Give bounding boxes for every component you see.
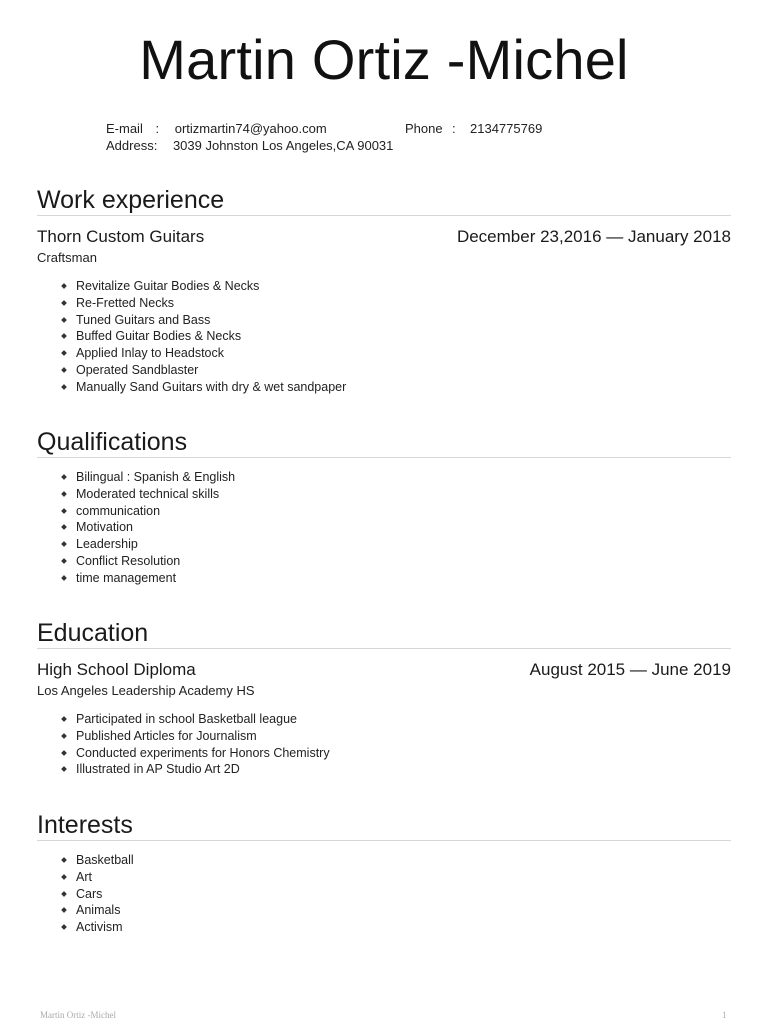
degree-name: High School Diploma (37, 660, 196, 679)
list-item: time management (60, 570, 235, 587)
list-item: Illustrated in AP Studio Art 2D (60, 761, 330, 778)
bullet-icon (61, 733, 67, 739)
list-item: Manually Sand Guitars with dry & wet sandpaper (60, 379, 346, 396)
email-label: E-mail (106, 121, 143, 136)
list-item: Applied Inlay to Headstock (60, 345, 346, 362)
bullet-icon (61, 891, 67, 897)
bullet-icon (61, 767, 67, 773)
list-item: Activism (60, 919, 134, 936)
bullet-icon (61, 908, 67, 914)
interests-list (60, 852, 134, 936)
address-label: Address: (106, 138, 158, 153)
work-duties-list (60, 278, 346, 396)
footer-page-number: 1 (722, 1010, 727, 1020)
bullet-icon (61, 857, 67, 863)
list-item: Bilingual : Spanish & English (60, 469, 235, 486)
bullet-icon (61, 716, 67, 722)
bullet-icon (61, 874, 67, 880)
contact-row-email-phone (106, 120, 543, 137)
list-item: Participated in school Basketball league (60, 711, 330, 728)
contact-block (106, 120, 543, 154)
bullet-icon (61, 525, 67, 531)
footer-name: Martin Ortiz -Michel (40, 1010, 116, 1020)
bullet-icon (61, 575, 67, 581)
work-entry-header (37, 227, 731, 247)
list-item: Cars (60, 886, 134, 903)
list-item: Re-Fretted Necks (60, 295, 346, 312)
list-item: Buffed Guitar Bodies & Necks (60, 328, 346, 345)
list-item: Moderated technical skills (60, 486, 235, 503)
education-dates: August 2015 — June 2019 (529, 660, 731, 679)
phone-label: Phone (405, 121, 443, 136)
list-item: Revitalize Guitar Bodies & Necks (60, 278, 346, 295)
bullet-icon (61, 384, 67, 390)
list-item: Tuned Guitars and Bass (60, 312, 346, 329)
bullet-icon (61, 300, 67, 306)
list-item: Motivation (60, 519, 235, 536)
list-item: Basketball (60, 852, 134, 869)
employer-name: Thorn Custom Guitars (37, 227, 205, 246)
list-item: Published Articles for Journalism (60, 728, 330, 745)
email-separator: : (155, 121, 160, 136)
phone-value: 2134775769 (470, 121, 543, 136)
education-heading: Education (37, 618, 731, 649)
bullet-icon (61, 491, 67, 497)
candidate-name: Martin Ortiz -Michel (139, 28, 629, 91)
work-dates: December 23,2016 — January 2018 (456, 227, 731, 246)
contact-row-address (106, 137, 393, 154)
education-activities-list (60, 711, 330, 778)
interests-heading: Interests (37, 810, 731, 841)
bullet-icon (61, 558, 67, 564)
phone-separator: : (452, 121, 456, 136)
list-item: Conflict Resolution (60, 553, 235, 570)
bullet-icon (61, 334, 67, 340)
bullet-icon (61, 317, 67, 323)
list-item: Art (60, 869, 134, 886)
work-experience-heading: Work experience (37, 185, 731, 216)
bullet-icon (61, 474, 67, 480)
bullet-icon (61, 283, 67, 289)
school-name: Los Angeles Leadership Academy HS (37, 683, 255, 698)
list-item: communication (60, 503, 235, 520)
list-item: Conducted experiments for Honors Chemistry (60, 745, 330, 762)
bullet-icon (61, 508, 67, 514)
job-role: Craftsman (37, 250, 97, 265)
bullet-icon (61, 924, 67, 930)
bullet-icon (61, 750, 67, 756)
list-item: Leadership (60, 536, 235, 553)
list-item: Animals (60, 902, 134, 919)
bullet-icon (61, 541, 67, 547)
qualifications-heading: Qualifications (37, 427, 731, 458)
bullet-icon (61, 350, 67, 356)
education-entry-header (37, 660, 731, 680)
qualifications-list (60, 469, 235, 587)
email-value: ortizmartin74@yahoo.com (174, 121, 327, 136)
list-item: Operated Sandblaster (60, 362, 346, 379)
address-value: 3039 Johnston Los Angeles,CA 90031 (172, 138, 394, 153)
bullet-icon (61, 367, 67, 373)
